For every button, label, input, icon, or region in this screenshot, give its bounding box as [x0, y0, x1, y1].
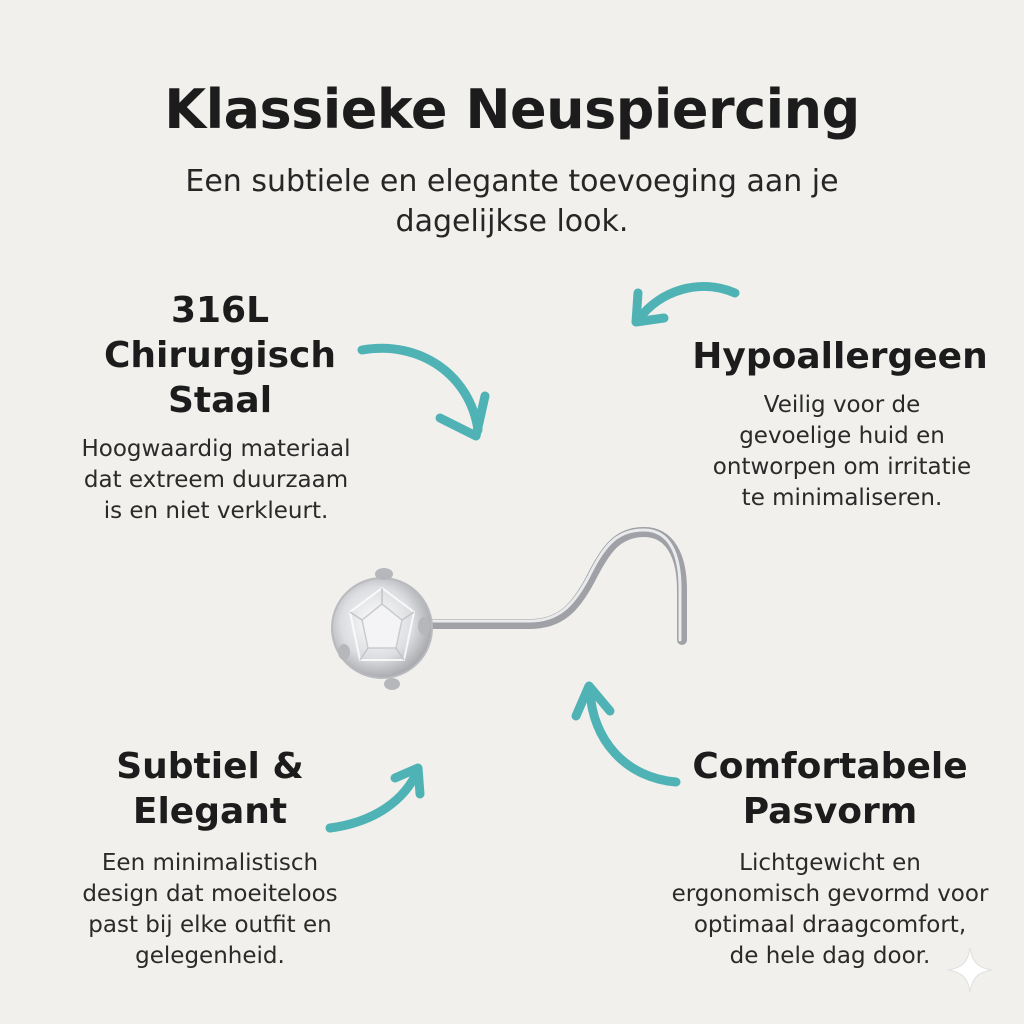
- page-title: Klassieke Neuspiercing: [164, 78, 860, 141]
- heading-line: Chirurgisch: [103, 335, 337, 376]
- desc-line: Lichtgewicht en: [739, 850, 921, 876]
- subtitle-line: Een subtiele en elegante toevoeging aan je: [185, 164, 839, 199]
- desc-line: design dat moeiteloos: [82, 881, 338, 907]
- desc-line: ontworpen om irritatie: [712, 454, 972, 480]
- curved-arrow-icon: [362, 348, 485, 436]
- desc-line: ergonomisch gevormd voor: [671, 881, 989, 907]
- heading-line: 316L: [170, 290, 270, 331]
- sparkle-icon: [948, 948, 992, 992]
- desc-line: dat extreem duurzaam: [83, 467, 349, 493]
- desc-line: gevoelige huid en: [739, 423, 945, 449]
- desc-line: de hele dag door.: [729, 943, 931, 969]
- desc-line: Hoogwaardig materiaal: [81, 436, 351, 462]
- desc-line: is en niet verkleurt.: [103, 498, 329, 524]
- heading-line: Elegant: [132, 791, 288, 832]
- heading-line: Hypoallergeen: [692, 336, 988, 377]
- heading-line: Staal: [167, 380, 273, 421]
- curved-arrow-icon: [576, 686, 676, 782]
- nose-screw-piercing-image: [332, 530, 682, 690]
- curved-arrow-icon: [636, 287, 735, 322]
- desc-line: gelegenheid.: [135, 943, 285, 969]
- heading-line: Subtiel &: [116, 746, 304, 787]
- desc-line: past bij elke outfit en: [88, 912, 332, 938]
- desc-line: te minimaliseren.: [741, 485, 943, 511]
- heading-line: Comfortabele: [692, 746, 968, 787]
- subtitle-line: dagelijkse look.: [395, 204, 629, 239]
- heading-line: Pasvorm: [742, 791, 918, 832]
- desc-line: Veilig voor de: [763, 392, 921, 418]
- desc-line: optimaal draagcomfort,: [693, 912, 967, 938]
- curved-arrow-icon: [330, 768, 420, 828]
- desc-line: Een minimalistisch: [101, 850, 319, 876]
